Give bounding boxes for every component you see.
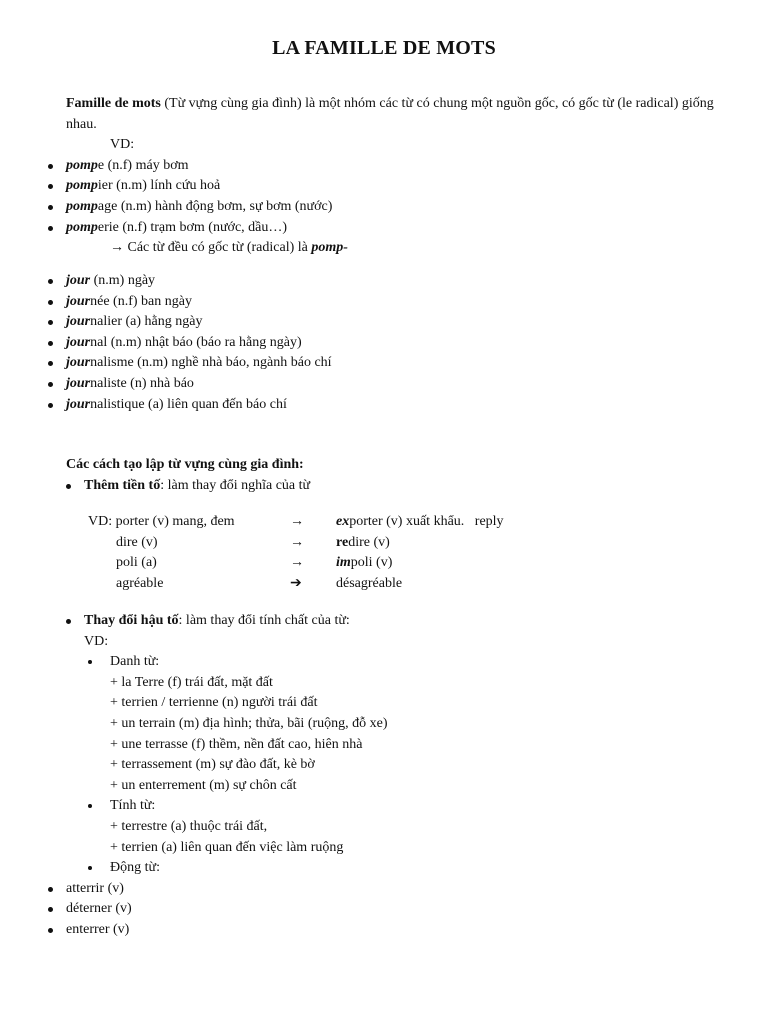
list-item: + une terrasse (f) thềm, nền đất cao, hiên nhà [110,736,363,752]
jour-word-block [66,271,734,415]
suffix-vd-label: VD: [84,633,109,649]
list-item: + la Terre (f) trái đất, mặt đất [110,674,273,690]
intro-term: Famille de mots [66,96,161,111]
document-page: LA FAMILLE DE MOTS Famille de mots (Từ vựng cùng gia đình) là một nhóm các từ có chung một nguồn gốc, có gốc từ (le radical) giống nhau. VD: pompe (n.f) máy bơm pompier (n.m) lính cứu hoả pompage (n.m) hành động bơm, sự bơm (nước) pomperie (n.f) trạm bơm (nước, dầu…) → Các từ đều có gốc từ (radical) là pomp- jour (n.m) ngày journée (n.f) ban ngày journalier (a) hằng ngày journal (n.m) nhật báo (báo ra hằng ngày) journalisme (n.m) nghề nhà báo, ngành báo chí journaliste (n) nhà báo journalistique (a) liên quan đến báo chí Các cách tạo lập từ vựng cùng gia đình: Thêm tiền tố: làm thay đổi nghĩa của từ VD: porter (v) mang, đem → exporter (v) xuất khẩu. reply dire (v) → redire (v) poli (a) → impoli (v) agréable ➔ désagréable Thay đổi hậu tố: làm thay đổi tính chất của từ: VD: Danh từ: + la Terre (f) trái đất, mặt đất + terrien / terrienne (n) người trái đất + un terrain (m) địa hình; thửa, bãi (ruộng, đỗ xe) + une terrasse (f) thềm, nền đất cao, hiên nhà + terrassement (m) sự đào đất, kè bờ + un enterrement (m) sự chôn cất Tính từ: + terrestre (a) thuộc trái đất, + terrien (a) liên quan đến việc làm ruộng Động từ: atterrir (v) déterner (v) enterrer (v) [0,0,768,1024]
pomp-conclusion: → Các từ đều có gốc từ (radical) là pomp- [110,240,348,256]
list-item: journalier (a) hằng ngày [66,312,734,333]
arrow-icon: ➔ [290,575,302,591]
arrow-icon: → [290,555,304,571]
section-title: Các cách tạo lập từ vựng cùng gia đình: [66,457,304,472]
prefix-heading: Thêm tiền tố: làm thay đổi nghĩa của từ [66,476,734,497]
list-item: pompier (n.m) lính cứu hoả [66,176,734,197]
list-item: atterrir (v) [66,879,734,900]
intro-block [66,94,734,259]
pomp-word-list [66,156,734,238]
noun-heading: Danh từ: [88,652,734,673]
list-item: + terrassement (m) sự đào đất, kè bờ [110,757,315,773]
intro-text: (Từ vựng cùng gia đình) là một nhóm các từ có chung một nguồn gốc, có gốc từ (le radical) giống nhau. [66,96,714,132]
list-item: + un enterrement (m) sự chôn cất [110,777,297,793]
list-item: journal (n.m) nhật báo (báo ra hằng ngày) [66,333,734,354]
list-item: déterner (v) [66,899,734,920]
list-item: journalisme (n.m) nghề nhà báo, ngành báo chí [66,353,734,374]
list-item: journalistique (a) liên quan đến báo chí [66,395,734,416]
arrow-icon: → [290,534,304,550]
list-item: + terrien (a) liên quan đến việc làm ruộng [110,839,344,855]
vd-label: VD: [110,137,135,153]
page-title: LA FAMILLE DE MOTS [272,37,496,59]
adjective-heading: Tính từ: [88,796,734,817]
list-item: + un terrain (m) địa hình; thửa, bãi (ruộng, đỗ xe) [110,715,388,731]
list-item: pompe (n.f) máy bơm [66,156,734,177]
jour-word-list [66,271,734,415]
arrow-icon: → [290,514,304,529]
intro-paragraph [66,94,734,135]
verb-list [66,879,734,941]
list-item: journaliste (n) nhà báo [66,374,734,395]
suffix-heading: Thay đổi hậu tố: làm thay đổi tính chất của từ: [66,611,734,632]
list-item: + terrestre (a) thuộc trái đất, [110,818,268,834]
list-item: + terrien / terrienne (n) người trái đất [110,695,318,711]
list-item: jour (n.m) ngày [66,271,734,292]
list-item: pompage (n.m) hành động bơm, sự bơm (nước) [66,197,734,218]
verb-heading: Động từ: [88,858,734,879]
prefix-section [66,476,734,497]
list-item: pomperie (n.f) trạm bơm (nước, dầu…) [66,218,734,239]
list-item: journée (n.f) ban ngày [66,292,734,313]
suffix-section [66,611,734,941]
list-item: enterrer (v) [66,920,734,941]
